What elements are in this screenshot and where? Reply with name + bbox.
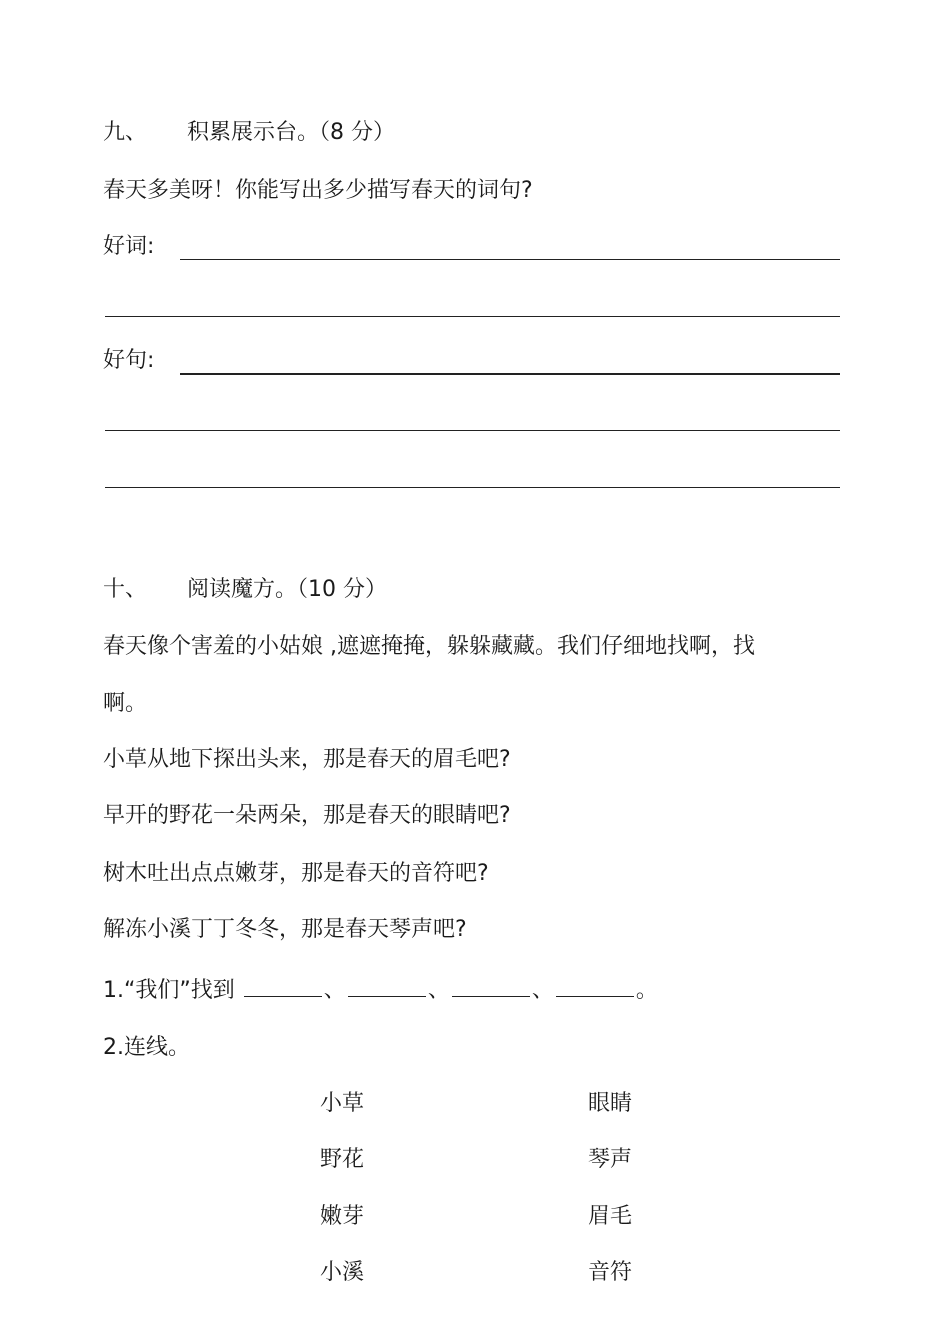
passage-line: 啊。 xyxy=(103,691,148,716)
separator: 、 xyxy=(531,978,554,1003)
match-left-item[interactable]: 小草 xyxy=(320,1091,365,1116)
match-right-item[interactable]: 音符 xyxy=(588,1260,633,1285)
match-left-item[interactable]: 嫩芽 xyxy=(320,1204,365,1229)
match-right-item[interactable]: 琴声 xyxy=(588,1147,633,1172)
section9-heading xyxy=(103,118,395,148)
passage-line: 小草从地下探出头来，那是春天的眉毛吧? xyxy=(103,747,511,772)
section9-prompt: 春天多美呀！你能写出多少描写春天的词句? xyxy=(103,178,533,203)
section9-number: 九、 xyxy=(103,120,148,145)
match-left-item[interactable]: 小溪 xyxy=(320,1260,365,1285)
good-sentences-answer-line-1[interactable] xyxy=(180,373,840,375)
section9-title: 积累展示台。（8 分） xyxy=(187,120,396,145)
passage-line: 早开的野花一朵两朵，那是春天的眼睛吧? xyxy=(103,803,511,828)
separator: 、 xyxy=(427,978,450,1003)
answer-blank-4[interactable] xyxy=(556,976,634,997)
passage-line: 树木吐出点点嫩芽，那是春天的音符吧? xyxy=(103,861,489,886)
section10-title: 阅读魔方。（10 分） xyxy=(187,577,388,602)
answer-blank-1[interactable] xyxy=(244,976,322,997)
match-right-item[interactable]: 眼睛 xyxy=(588,1091,633,1116)
good-words-answer-line-2[interactable] xyxy=(105,316,840,317)
match-right-item[interactable]: 眉毛 xyxy=(588,1204,633,1229)
passage-line: 春天像个害羞的小姑娘 ,遮遮掩掩，躲躲藏藏。我们仔细地找啊，找 xyxy=(103,634,755,659)
question-2-label: 2.连线。 xyxy=(103,1035,190,1060)
answer-blank-2[interactable] xyxy=(348,976,426,997)
passage-line: 解冻小溪丁丁冬冬，那是春天琴声吧? xyxy=(103,917,467,942)
good-words-label: 好词: xyxy=(103,234,155,259)
period: 。 xyxy=(635,978,658,1003)
section10-heading xyxy=(103,575,387,605)
separator: 、 xyxy=(323,978,346,1003)
good-sentences-answer-line-2[interactable] xyxy=(105,430,840,431)
question-1 xyxy=(103,976,658,1006)
good-sentences-label: 好句: xyxy=(103,348,155,373)
good-words-answer-line-1[interactable] xyxy=(180,259,840,260)
question-1-prefix: 1.“我们”找到 xyxy=(103,978,235,1003)
answer-blank-3[interactable] xyxy=(452,976,530,997)
match-left-item[interactable]: 野花 xyxy=(320,1147,365,1172)
section10-number: 十、 xyxy=(103,577,148,602)
good-sentences-answer-line-3[interactable] xyxy=(105,487,840,488)
